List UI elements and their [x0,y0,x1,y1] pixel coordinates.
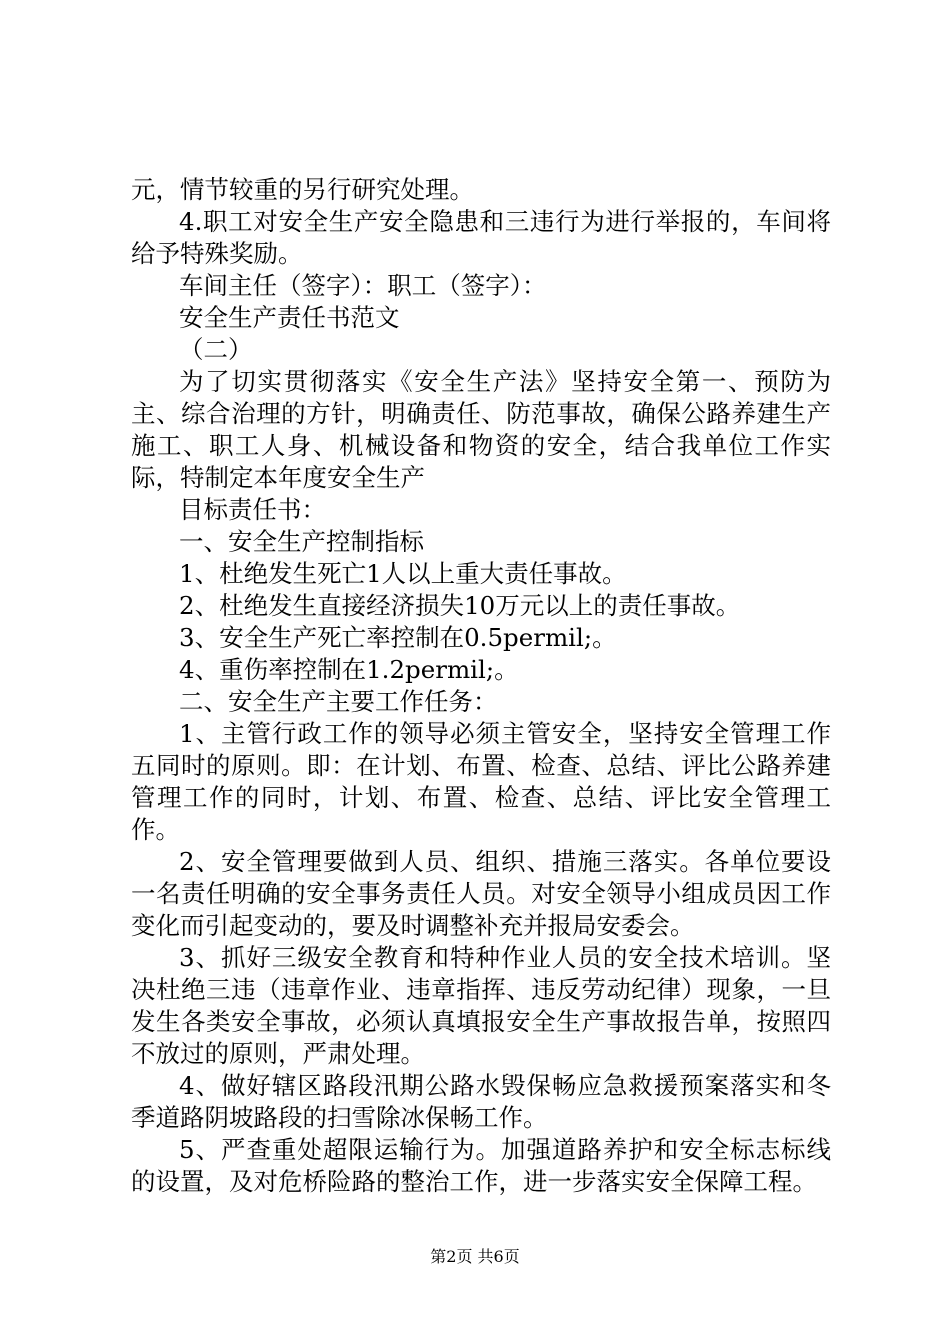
paragraph: 元，情节较重的另行研究处理。 [131,175,474,204]
page-number: 第2页 共6页 [430,1247,520,1266]
paragraph: 3、安全生产死亡率控制在0.5permil;。 [179,623,617,652]
paragraph: （二） [179,335,253,364]
paragraph: 4、做好辖区路段汛期公路水毁保畅应急救援预案落实和冬季道路阴坡路段的扫雪除冰保畅工作。 [131,1071,831,1132]
paragraph: 2、杜绝发生直接经济损失10万元以上的责任事故。 [179,591,741,620]
paragraph: 目标责任书： [179,495,326,524]
paragraph: 2、安全管理要做到人员、组织、措施三落实。各单位要设一名责任明确的安全事务责任人员。对安全领导小组成员因工作变化而引起变动的，要及时调整补充并报局安委会。 [131,847,831,940]
document-body [131,174,831,1198]
paragraph: 一、安全生产控制指标 [179,527,424,556]
paragraph: 4、重伤率控制在1.2permil;。 [179,655,519,684]
paragraph: 车间主任（签字）：职工（签字）： [179,271,547,300]
paragraph: 4.职工对安全生产安全隐患和三违行为进行举报的，车间将给予特殊奖励。 [131,207,831,268]
paragraph: 3、抓好三级安全教育和特种作业人员的安全技术培训。坚决杜绝三违（违章作业、违章指挥、违反劳动纪律）现象，一旦发生各类安全事故，必须认真填报安全生产事故报告单，按照四不放过的原则，严肃处理。 [131,943,831,1068]
paragraph: 二、安全生产主要工作任务： [179,687,498,716]
paragraph: 1、主管行政工作的领导必须主管安全，坚持安全管理工作五同时的原则。即：在计划、布置、检查、总结、评比公路养建管理工作的同时，计划、布置、检查、总结、评比安全管理工作。 [131,719,831,844]
paragraph: 1、杜绝发生死亡1人以上重大责任事故。 [179,559,627,588]
paragraph: 5、严查重处超限运输行为。加强道路养护和安全标志标线的设置，及对危桥险路的整治工作，进一步落实安全保障工程。 [131,1135,831,1196]
paragraph: 安全生产责任书范文 [179,303,400,332]
paragraph: 为了切实贯彻落实《安全生产法》坚持安全第一、预防为主、综合治理的方针，明确责任、防范事故，确保公路养建生产施工、职工人身、机械设备和物资的安全，结合我单位工作实际，特制定本年度安全生产 [131,367,831,492]
